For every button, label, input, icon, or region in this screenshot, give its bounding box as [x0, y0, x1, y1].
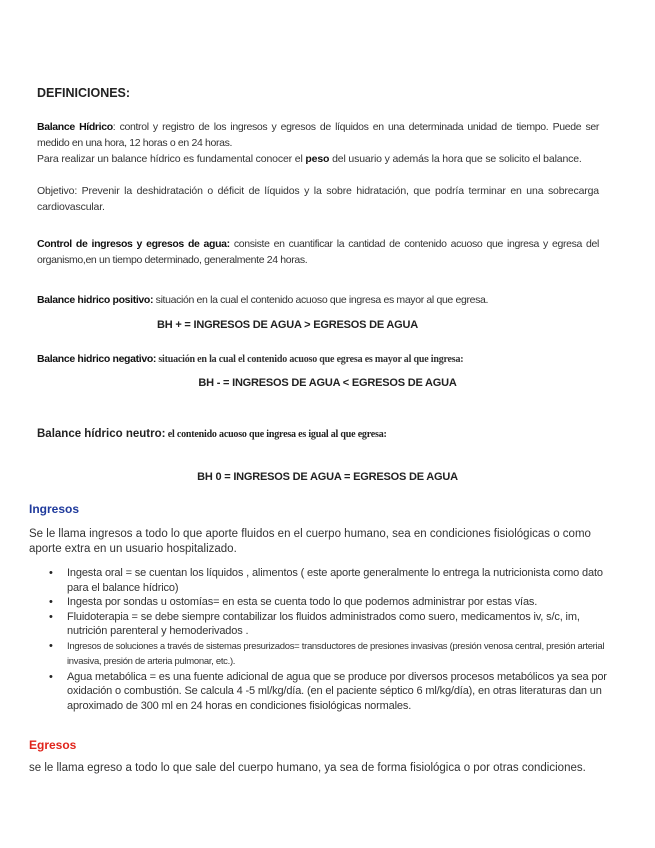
- definiciones-heading: DEFINICIONES:: [37, 86, 131, 100]
- bullet-icon: •: [49, 610, 53, 623]
- neutro-formula: BH 0 = INGRESOS DE AGUA = EGRESOS DE AGUA: [197, 471, 458, 483]
- list-item-text: Fluidoterapia = se debe siempre contabilizar los fluidos administrados como suero, medicamentos iv, s/c, im, nutrición parenteral y hemoderivados .: [67, 610, 580, 637]
- bullet-icon: •: [49, 567, 53, 579]
- ingresos-heading: Ingresos: [29, 502, 80, 516]
- control-text: consiste en cuantificar la cantidad de contenido acuoso que ingresa y egresa del organismo,en un tiempo determinado, generalmente 24 horas.: [37, 238, 599, 266]
- list-item-text: Ingesta oral = se cuentan los líquidos , alimentos ( este aporte generalmente lo entrega la nutricionista como dato para el balance hídrico): [67, 567, 603, 594]
- peso-text-a: Para realizar un balance hídrico es fundamental conocer el: [37, 153, 306, 165]
- positivo-formula: BH + = INGRESOS DE AGUA > EGRESOS DE AGUA: [156, 319, 419, 331]
- positivo-text: situación en la cual el contenido acuoso que ingresa es mayor al que egresa.: [153, 294, 489, 306]
- peso-term: peso: [305, 153, 330, 165]
- balance-hidrico-text: : control y registro de los ingresos y egresos de líquidos en una determinada unidad de tiempo. Puede ser medido en una hora, 12 horas o en 24 horas.: [37, 121, 599, 149]
- bullet-icon: •: [49, 639, 53, 652]
- balance-hidrico-definition: [37, 119, 599, 151]
- neutro-definition: [37, 428, 599, 440]
- bullet-icon: •: [49, 670, 53, 683]
- ingresos-intro: Se le llama ingresos a todo lo que aporte fluidos en el cuerpo humano, sea en condiciones fisiológicas o como aporte extra en un usuario hospitalizado.: [29, 528, 591, 555]
- positivo-definition: [37, 292, 599, 308]
- negativo-definition: [37, 351, 599, 368]
- balance-hidrico-term: Balance Hídrico: [37, 121, 113, 133]
- control-term: Control de ingresos y egresos de agua:: [37, 238, 230, 250]
- egresos-heading: Egresos: [29, 738, 77, 752]
- list-item: [42, 566, 617, 595]
- list-item-text: Ingesta por sondas u ostomías= en esta se cuenta todo lo que podemos administrar por estas vías.: [67, 596, 538, 608]
- neutro-term: Balance hídrico neutro:: [37, 428, 166, 440]
- peso-text-c: del usuario y además la hora que se solicito el balance.: [329, 153, 582, 165]
- list-item: [42, 639, 617, 670]
- list-item: [42, 670, 617, 714]
- bullet-icon: •: [49, 596, 53, 608]
- list-item-text: Ingresos de soluciones a través de sistemas presurizados= transductores de presiones invasivas (presión venosa central, presión arterial invasiva, presión de arteria pulmonar, etc.).: [67, 640, 605, 667]
- balance-hidrico-objetivo: Objetivo: Prevenir la deshidratación o déficit de líquidos y la sobre hidratación, que podría terminar en una sobrecarga cardiovascular.: [37, 185, 599, 213]
- balance-hidrico-peso: [37, 151, 599, 167]
- positivo-term: Balance hidrico positivo:: [37, 294, 154, 306]
- list-item: [42, 595, 617, 610]
- list-item: [42, 610, 617, 639]
- negativo-text: situación en la cual el contenido acuoso que egresa es mayor al que ingresa:: [156, 354, 464, 365]
- list-item-text: Agua metabólica = es una fuente adicional de agua que se produce por diversos procesos metabólicos ya sea por oxidación o combustión. Se calcula 4 -5 ml/kg/día. (en el paciente séptico 6 ml/kg/día), en otras literaturas dan un aproximado de 300 ml en 24 horas en condiciones fisiológicas normales.: [67, 670, 607, 712]
- neutro-text: el contenido acuoso que ingresa es igual al que egresa:: [165, 429, 387, 440]
- control-definition: [37, 236, 599, 268]
- negativo-term: Balance hidrico negativo:: [37, 353, 157, 365]
- ingresos-list: [42, 566, 617, 713]
- egresos-intro: se le llama egreso a todo lo que sale del cuerpo humano, ya sea de forma fisiológica o por otras condiciones.: [29, 762, 586, 774]
- negativo-formula: BH - = INGRESOS DE AGUA < EGRESOS DE AGUA: [198, 377, 457, 389]
